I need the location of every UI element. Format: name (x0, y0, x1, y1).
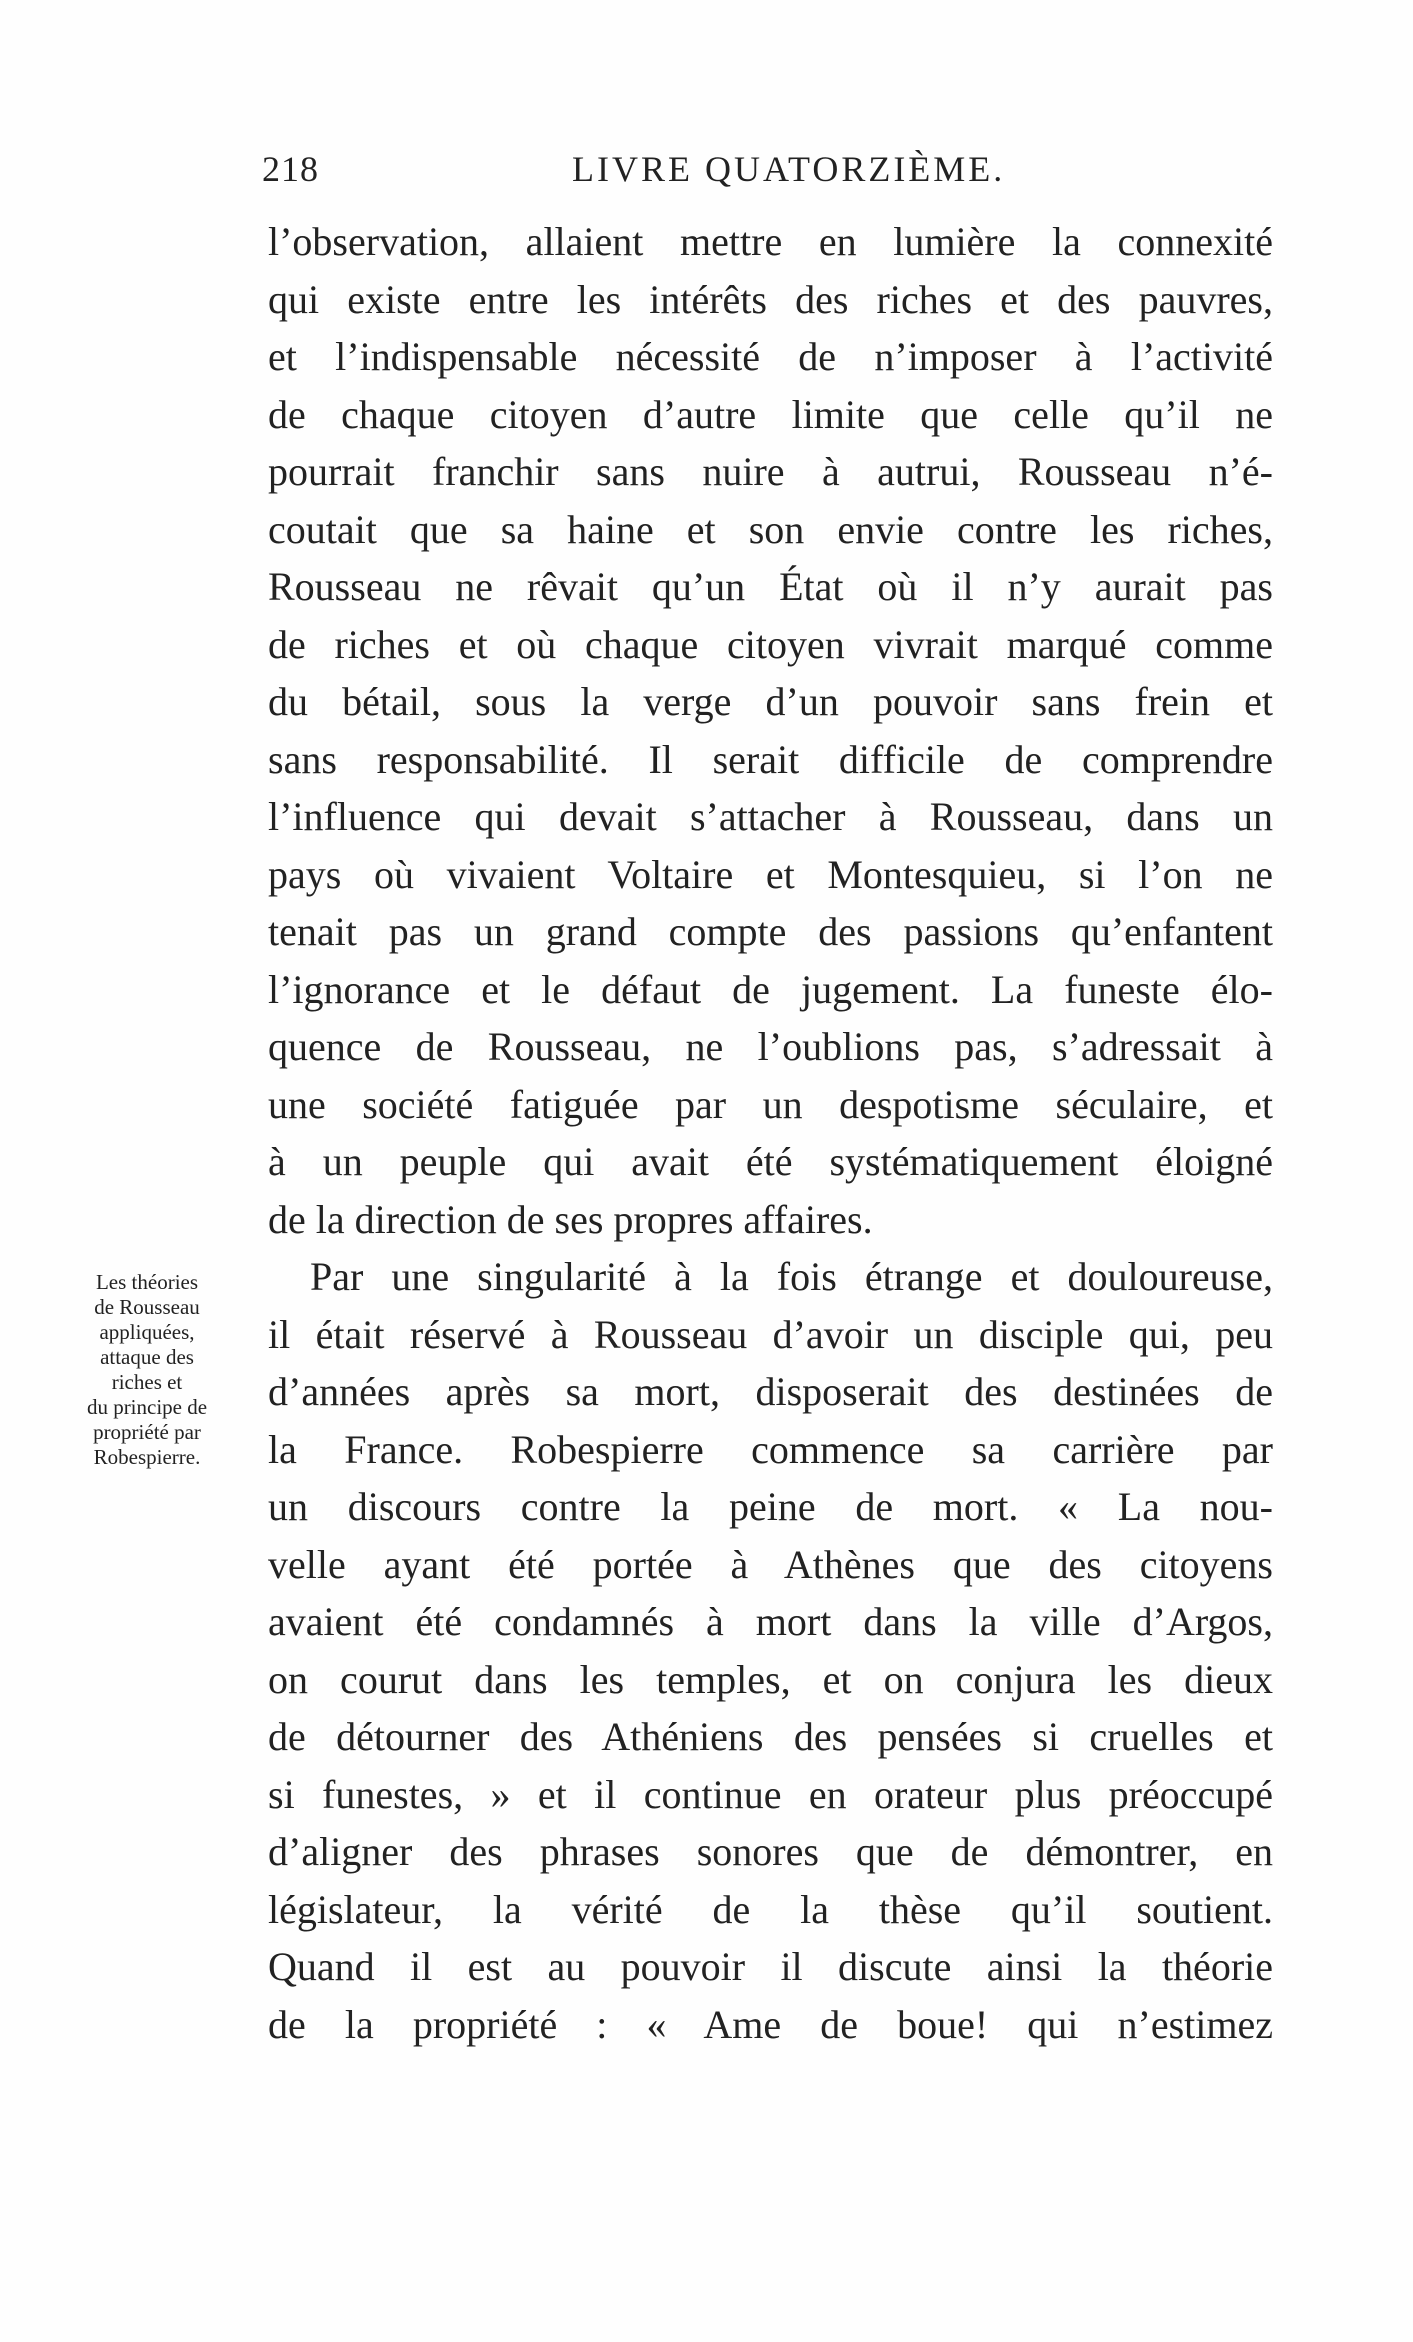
margin-note-line: propriété par (93, 1420, 201, 1444)
text-line: pourrait franchir sans nuire à autrui, Rousseau n’é- (268, 449, 1273, 494)
margin-note (62, 1270, 232, 1470)
text-line: velle ayant été portée à Athènes que des citoyens (268, 1541, 1273, 1587)
margin-note-line: Les théories (95, 1270, 199, 1294)
text-line: il était réservé à Rousseau d’avoir un disciple qui, peu (268, 1311, 1273, 1357)
text-line: Rousseau ne rêvait qu’un État où il n’y aurait pas (268, 564, 1273, 609)
text-line: un discours contre la peine de mort. « La nou- (268, 1484, 1273, 1529)
text-line: de la propriété : « Ame de boue! qui n’estimez (268, 2001, 1273, 2047)
text-line: de riches et où chaque citoyen vivrait marqué comme (268, 621, 1273, 667)
page-number: 218 (262, 149, 319, 189)
text-line: et l’indispensable nécessité de n’imposer à l’activité (268, 334, 1273, 379)
text-line: du bétail, sous la verge d’un pouvoir sans frein et (268, 679, 1273, 724)
text-line: de détourner des Athéniens des pensées si cruelles et (268, 1714, 1273, 1759)
text-line: sans responsabilité. Il serait difficile de comprendre (268, 736, 1273, 782)
margin-note-line: appliquées, (99, 1320, 195, 1344)
text-line: avaient été condamnés à mort dans la ville d’Argos, (268, 1599, 1273, 1644)
text-line: l’influence qui devait s’attacher à Rousseau, dans un (268, 794, 1273, 839)
text-line: la France. Robespierre commence sa carrière par (268, 1426, 1273, 1472)
paragraph-start-line: Par une singularité à la fois étrange et douloureuse, (310, 1254, 1273, 1299)
text-line: une société fatiguée par un despotisme séculaire, et (268, 1081, 1273, 1127)
margin-note-line: de Rousseau (94, 1295, 200, 1319)
text-line: de chaque citoyen d’autre limite que celle qu’il ne (268, 391, 1273, 437)
text-line: coutait que sa haine et son envie contre les riches, (268, 506, 1273, 552)
text-line: quence de Rousseau, ne l’oublions pas, s’adressait à (268, 1024, 1273, 1069)
text-line: pays où vivaient Voltaire et Montesquieu, si l’on ne (268, 851, 1273, 897)
text-line: si funestes, » et il continue en orateur plus préoccupé (268, 1771, 1273, 1817)
text-line: tenait pas un grand compte des passions qu’enfantent (268, 909, 1273, 954)
margin-note-line: riches et (111, 1370, 183, 1394)
text-line: d’années après sa mort, disposerait des destinées de (268, 1369, 1273, 1414)
margin-note-line: Robespierre. (93, 1445, 201, 1469)
margin-note-line: attaque des (100, 1345, 194, 1369)
text-line: qui existe entre les intérêts des riches et des pauvres, (268, 276, 1273, 322)
text-line: on courut dans les temples, et on conjura les dieux (268, 1656, 1273, 1702)
text-line: de la direction de ses propres affaires. (268, 1196, 873, 1242)
text-line: d’aligner des phrases sonores que de démontrer, en (268, 1829, 1273, 1874)
body-text (268, 213, 1273, 2053)
text-line: Quand il est au pouvoir il discute ainsi la théorie (268, 1944, 1273, 1989)
page-header (262, 148, 1272, 192)
running-title: LIVRE QUATORZIÈME. (572, 149, 1006, 189)
text-line: législateur, la vérité de la thèse qu’il soutient. (268, 1886, 1273, 1932)
text-line: l’ignorance et le défaut de jugement. La funeste élo- (268, 966, 1273, 1012)
text-line: à un peuple qui avait été systématiquement éloigné (268, 1139, 1273, 1184)
text-line: l’observation, allaient mettre en lumière la connexité (268, 219, 1273, 264)
margin-note-line: du principe de (86, 1395, 208, 1419)
